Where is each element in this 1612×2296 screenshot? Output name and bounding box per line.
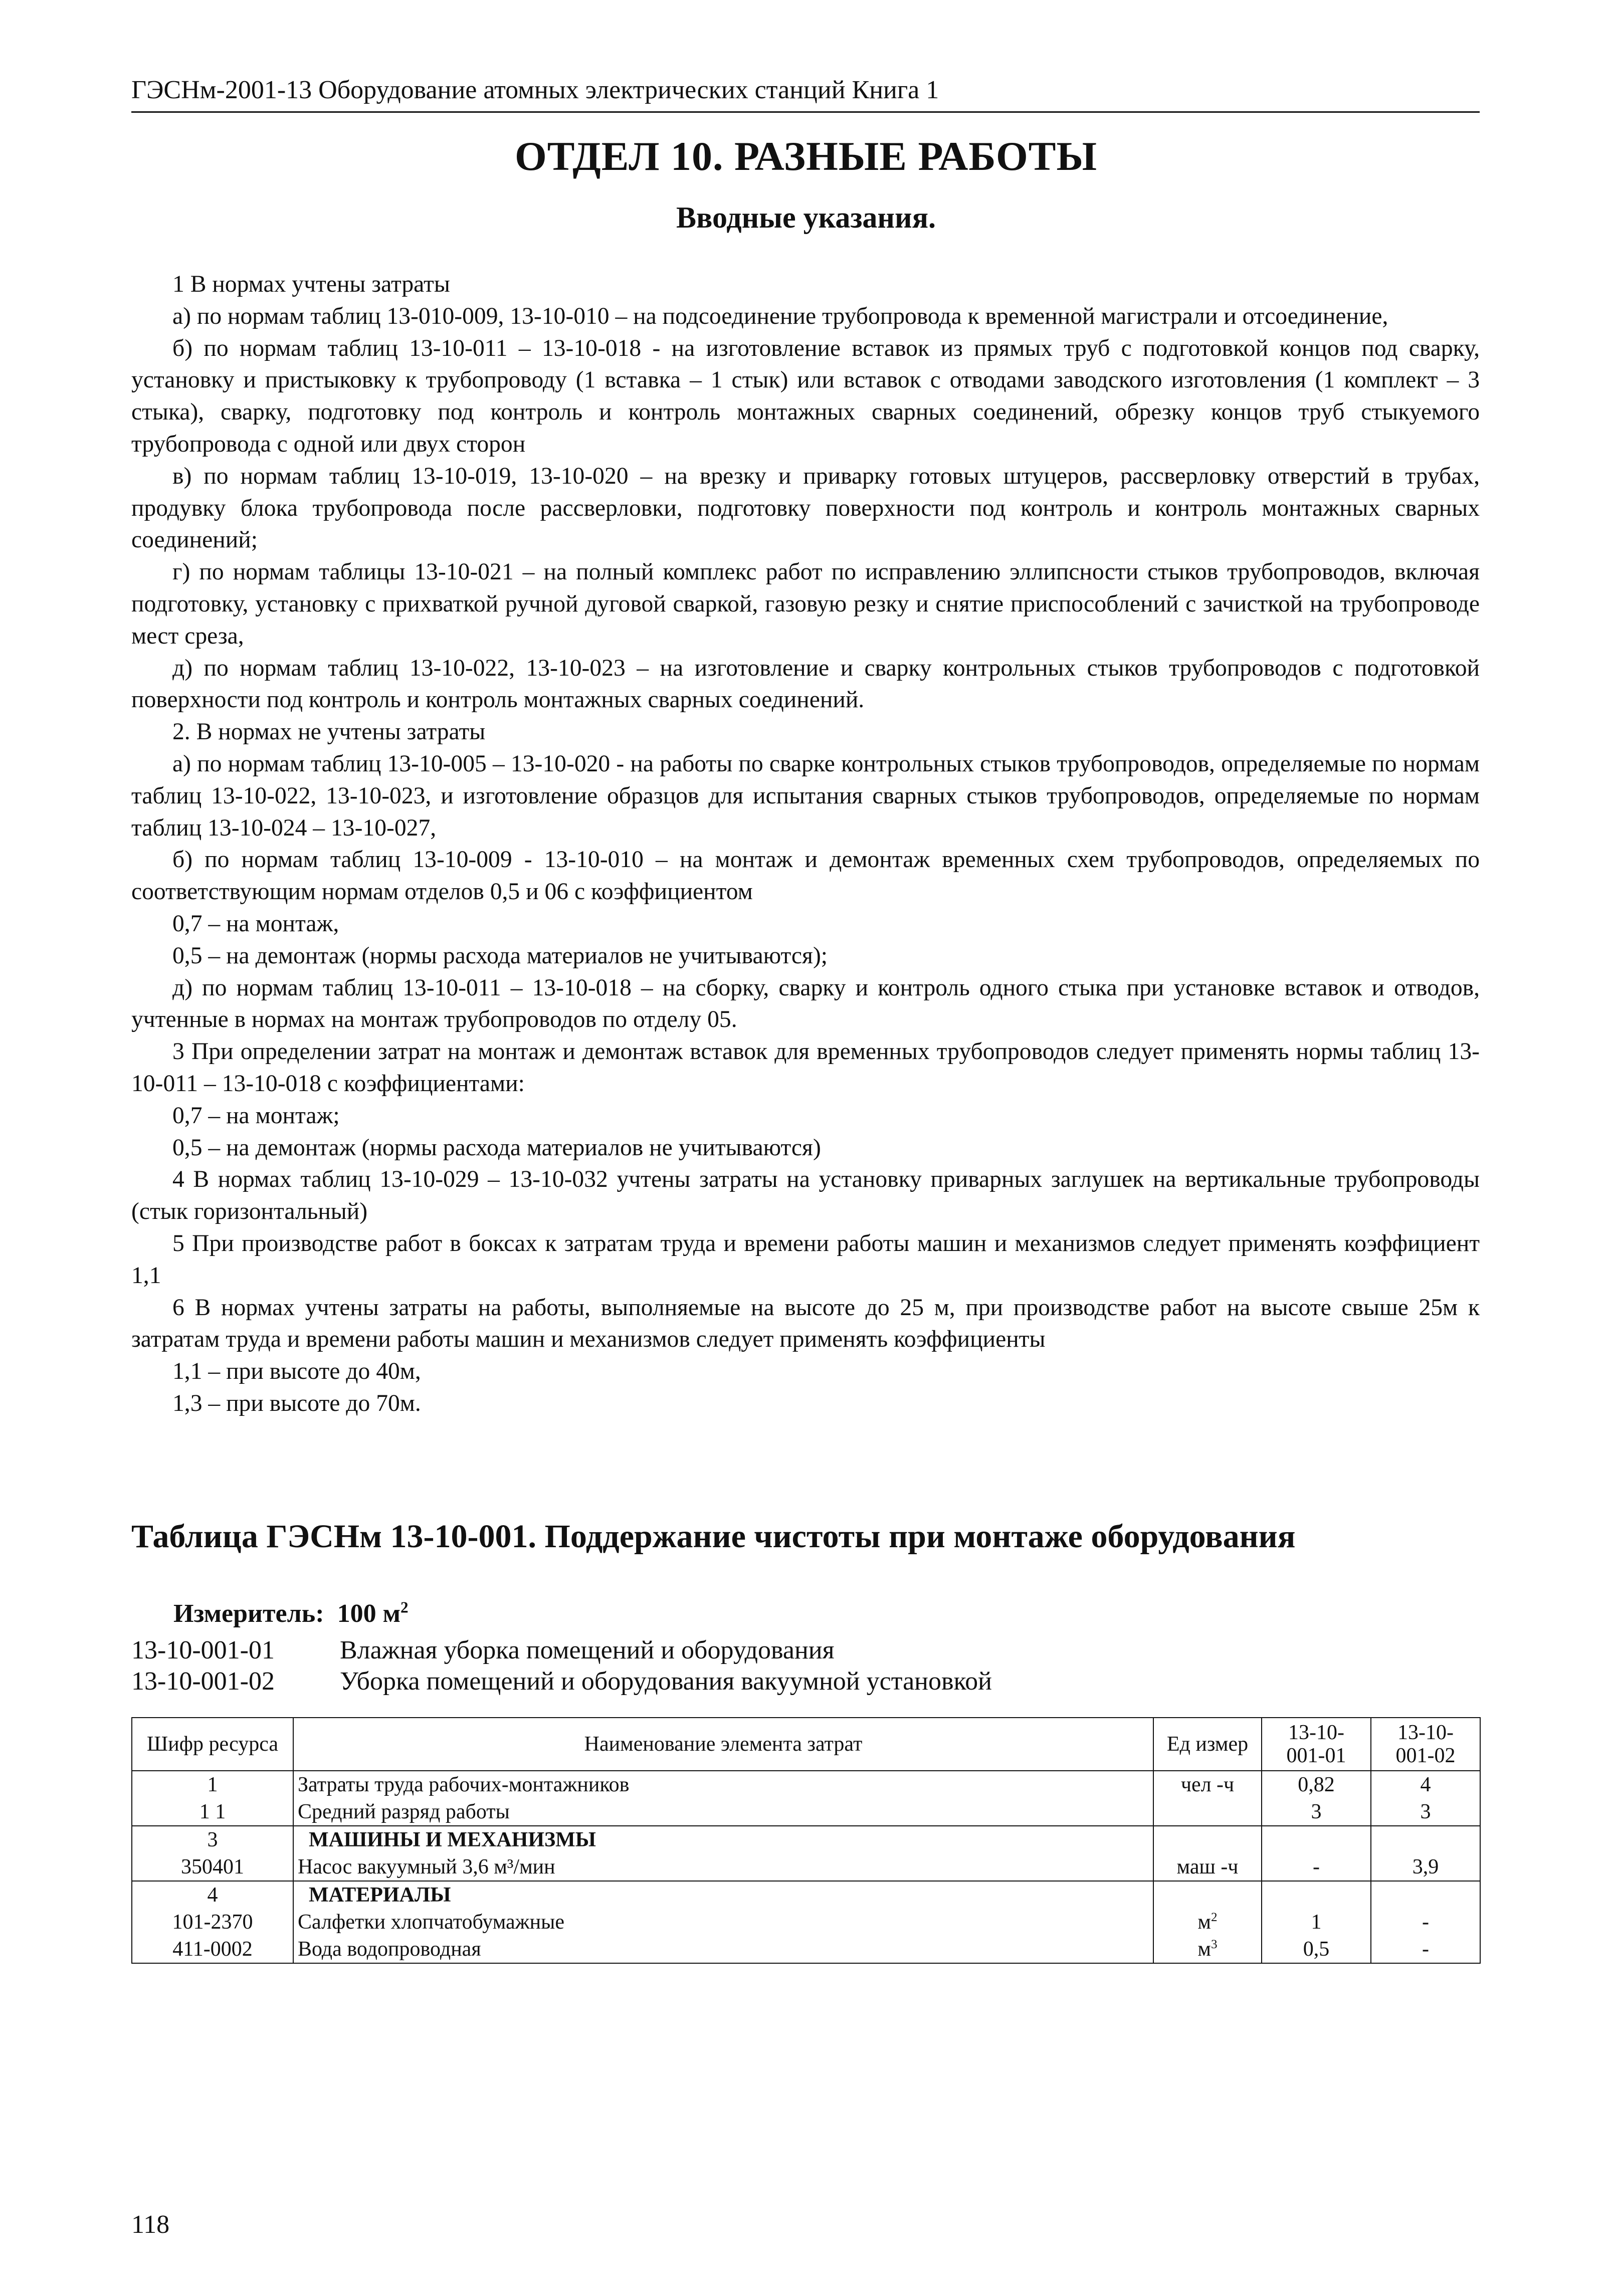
cell-name: Вода водопроводная: [293, 1936, 1153, 1963]
paragraph: а) по нормам таблиц 13-10-005 – 13-10-020 - на работы по сварке контрольных стыков трубопроводов, определяемые по нормам таблиц 13-10-022, 13-10-023, и изготовление образцов для испытания сварных стыков трубопроводов, определяемые по нормам таблиц 13-10-024 – 13-10-027,: [131, 750, 1480, 841]
table-row: [132, 1853, 1480, 1881]
paragraph: г) по нормам таблицы 13-10-021 – на полный комплекс работ по исправлению эллипсности стыков трубопроводов, включая подготовку, установку с прихваткой ручной дуговой сваркой, газовую резку и снятие приспособлений с зачисткой на трубопроводе мест среза,: [131, 559, 1480, 649]
cell-section-name: МАШИНЫ И МЕХАНИЗМЫ: [293, 1826, 1153, 1853]
measure-line: [173, 1598, 409, 1630]
header-col2: [1371, 1718, 1480, 1771]
paragraph: 1 В нормах учтены затраты: [172, 271, 450, 297]
norm-code: 13-10-001-01: [131, 1636, 275, 1664]
header-col2-line2: 001-02: [1395, 1744, 1456, 1767]
paragraph: 0,7 – на монтаж,: [172, 910, 339, 937]
running-header: ГЭСНм-2001-13 Оборудование атомных электрических станций Книга 1: [131, 76, 939, 104]
measure-label: Измеритель:: [173, 1599, 324, 1628]
cell-unit-sup: 3: [1211, 1938, 1218, 1951]
cell-unit-sup: 2: [1211, 1911, 1218, 1924]
cell-name: Затраты труда рабочих-монтажников: [293, 1771, 1153, 1798]
cell-unit: [1153, 1909, 1262, 1936]
paragraph: 3 При определении затрат на монтаж и демонтаж вставок для временных трубопроводов следует применять нормы таблиц 13-10-011 – 13-10-018 с коэффициентами:: [131, 1038, 1480, 1097]
table-row: [132, 1936, 1480, 1963]
cell-name: Средний разряд работы: [293, 1798, 1153, 1826]
header-col1-line2: 001-01: [1286, 1744, 1346, 1767]
code-row: [131, 1666, 992, 1697]
measure-value-text: 100 м: [337, 1599, 401, 1628]
cell-unit: маш -ч: [1153, 1853, 1262, 1881]
paragraph: 1,3 – при высоте до 70м.: [172, 1390, 421, 1416]
page-number: 118: [131, 2210, 170, 2239]
cell-v2: 3,9: [1371, 1853, 1480, 1881]
cell-v1: 0,5: [1262, 1936, 1371, 1963]
cell-v1: 1: [1262, 1909, 1371, 1936]
cell-v2: 3: [1371, 1798, 1480, 1826]
cell-unit: [1153, 1798, 1262, 1826]
cell-code: 3: [132, 1826, 293, 1853]
header-name: Наименование элемента затрат: [293, 1718, 1153, 1771]
cell-code: 4: [132, 1881, 293, 1909]
cell-code: 350401: [132, 1853, 293, 1881]
header-unit: Ед измер: [1153, 1718, 1262, 1771]
cell-unit-text: м: [1197, 1938, 1211, 1961]
paragraph: 6 В нормах учтены затраты на работы, выполняемые на высоте до 25 м, при производстве работ на высоте свыше 25м к затратам труда и времени работы машин и механизмов следует применять коэффициенты: [131, 1294, 1480, 1353]
table-row: [132, 1881, 1480, 1909]
section-title: ОТДЕЛ 10. РАЗНЫЕ РАБОТЫ: [515, 133, 1097, 179]
code-row: [131, 1635, 992, 1666]
paragraph: б) по нормам таблиц 13-10-011 – 13-10-018 - на изготовление вставок из прямых труб с подготовкой концов под сварку, установку и пристыковку к трубопроводу (1 вставка – 1 стык) или вставок с отводами заводского изготовления (1 комплект – 3 стыка), сварку, подготовку под контроль и контроль монтажных сварных соединений, обрезку концов труб стыкуемого трубопровода с одной или двух сторон: [131, 335, 1480, 457]
header-col1-line1: 13-10-: [1288, 1721, 1344, 1744]
header-col2-line1: 13-10-: [1397, 1721, 1454, 1744]
paragraph: д) по нормам таблиц 13-10-011 – 13-10-018 – на сборку, сварку и контроль одного стыка при установке вставок и отводов, учтенные в нормах на монтаж трубопроводов по отделу 05.: [131, 974, 1480, 1033]
paragraph: 2. В нормах не учтены затраты: [172, 719, 486, 745]
cell-v2: [1371, 1881, 1480, 1909]
table-row: [132, 1798, 1480, 1826]
measure-sup: 2: [400, 1598, 409, 1616]
intro-body: [131, 269, 1480, 1420]
cell-code: 411-0002: [132, 1936, 293, 1963]
cell-code: 1 1: [132, 1798, 293, 1826]
paragraph: б) по нормам таблиц 13-10-009 - 13-10-010 – на монтаж и демонтаж временных схем трубопроводов, определяемых по соответствующим нормам отделов 0,5 и 06 с коэффициентом: [131, 847, 1480, 905]
norm-code: 13-10-001-02: [131, 1667, 275, 1696]
intro-title: Вводные указания.: [676, 201, 936, 234]
cell-section-name: МАТЕРИАЛЫ: [293, 1881, 1153, 1909]
paragraph: 0,5 – на демонтаж (нормы расхода материалов не учитываются);: [172, 942, 828, 969]
resource-table: [131, 1717, 1481, 1964]
table-title: Таблица ГЭСНм 13-10-001. Поддержание чистоты при монтаже оборудования: [131, 1518, 1296, 1555]
paragraph: 4 В нормах таблиц 13-10-029 – 13-10-032 учтены затраты на установку приварных заглушек на вертикальные трубопроводы (стык горизонтальный): [131, 1166, 1480, 1225]
cell-name: Салфетки хлопчатобумажные: [293, 1909, 1153, 1936]
paragraph: а) по нормам таблиц 13-010-009, 13-10-010 – на подсоединение трубопровода к временной магистрали и отсоединение,: [172, 303, 1388, 329]
paragraph: 0,5 – на демонтаж (нормы расхода материалов не учитываются): [172, 1134, 821, 1161]
cell-v1: 3: [1262, 1798, 1371, 1826]
cell-unit: чел -ч: [1153, 1771, 1262, 1798]
table-row: [132, 1826, 1480, 1853]
cell-v2: [1371, 1826, 1480, 1853]
cell-v1: [1262, 1826, 1371, 1853]
cell-code: 1: [132, 1771, 293, 1798]
header-rule: [131, 111, 1480, 113]
cell-v1: [1262, 1881, 1371, 1909]
norm-description: Влажная уборка помещений и оборудования: [340, 1636, 835, 1664]
cell-unit: [1153, 1826, 1262, 1853]
table-row: [132, 1771, 1480, 1798]
cell-unit: [1153, 1936, 1262, 1963]
cell-name: Насос вакуумный 3,6 м³/мин: [293, 1853, 1153, 1881]
header-col1: [1262, 1718, 1371, 1771]
paragraph: в) по нормам таблиц 13-10-019, 13-10-020 – на врезку и приварку готовых штуцеров, рассверловку отверстий в трубах, продувку блока трубопровода после рассверловки, подготовку поверхности под контроль и контроль монтажных сварных соединений;: [131, 463, 1480, 553]
cell-v2: -: [1371, 1909, 1480, 1936]
cell-v1: 0,82: [1262, 1771, 1371, 1798]
cell-v2: -: [1371, 1936, 1480, 1963]
table-row: [132, 1909, 1480, 1936]
cell-unit-text: м: [1197, 1911, 1211, 1934]
measure-value: [337, 1599, 409, 1628]
paragraph: 1,1 – при высоте до 40м,: [172, 1358, 421, 1385]
cell-v1: -: [1262, 1853, 1371, 1881]
cell-v2: 4: [1371, 1771, 1480, 1798]
cell-unit: [1153, 1881, 1262, 1909]
paragraph: д) по нормам таблиц 13-10-022, 13-10-023 – на изготовление и сварку контрольных стыков трубопроводов с подготовкой поверхности под контроль и контроль монтажных сварных соединений.: [131, 655, 1480, 713]
cell-code: 101-2370: [132, 1909, 293, 1936]
paragraph: 0,7 – на монтаж;: [172, 1102, 340, 1129]
norm-codes: [131, 1635, 992, 1697]
norm-description: Уборка помещений и оборудования вакуумной установкой: [340, 1667, 992, 1696]
paragraph: 5 При производстве работ в боксах к затратам труда и времени работы машин и механизмов следует применять коэффициент 1,1: [131, 1230, 1480, 1289]
table-header-row: [132, 1718, 1480, 1771]
header-code: Шифр ресурса: [132, 1718, 293, 1771]
